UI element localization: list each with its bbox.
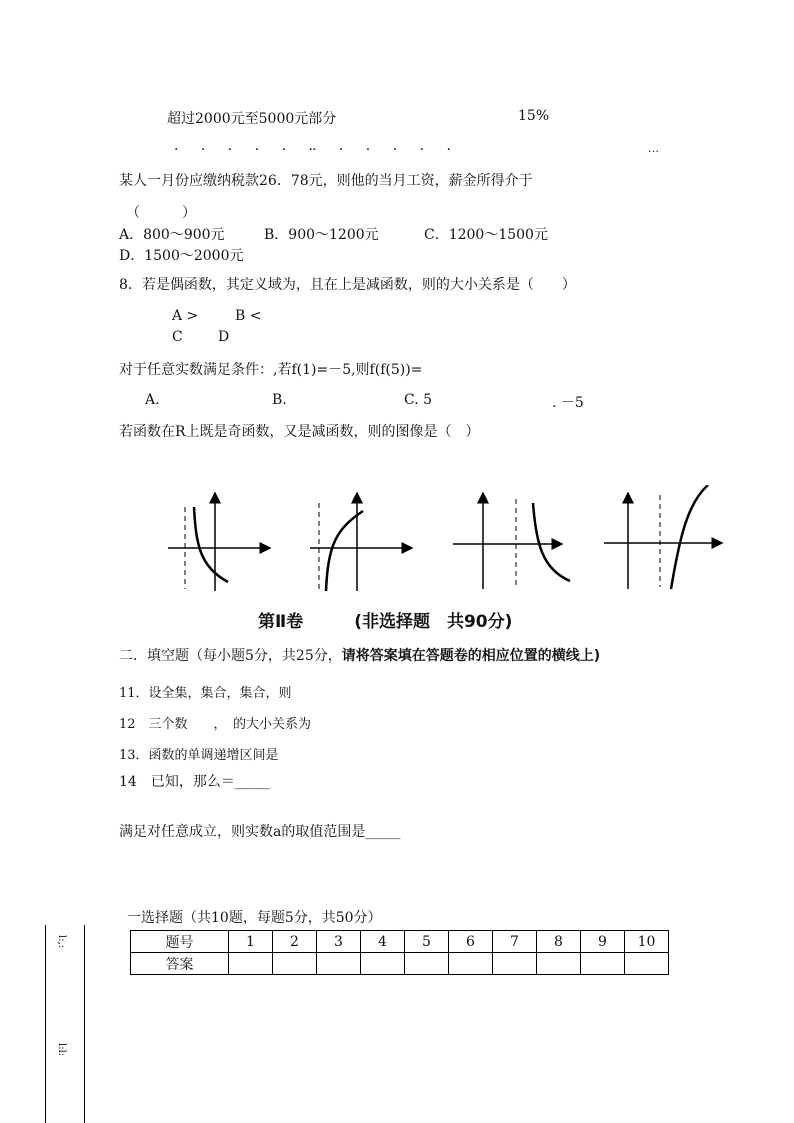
question-number: 7 xyxy=(493,931,537,953)
question-number: 5 xyxy=(405,931,449,953)
graph-b xyxy=(310,493,412,591)
graph-a xyxy=(168,493,270,591)
q7-answer-paren: （ ） xyxy=(126,205,196,221)
binding-mark-top: l:,: xyxy=(56,935,67,949)
ellipsis-left: · · · · · · xyxy=(174,142,322,158)
q12: 12 三个数 ， 的大小关系为 xyxy=(119,717,312,732)
answer-cell[interactable] xyxy=(537,953,581,975)
question-number-label: 题号 xyxy=(131,931,229,953)
answer-cell[interactable] xyxy=(493,953,537,975)
part2-section-title xyxy=(119,645,600,665)
q7-stem: 某人一月份应缴纳税款26．78元，则他的当月工资，薪金所得介于 xyxy=(119,173,533,189)
answer-cell[interactable] xyxy=(273,953,317,975)
answer-cell[interactable] xyxy=(229,953,273,975)
q7-option-b: B．900～1200元 xyxy=(264,227,379,243)
q9-option-c: C. 5 xyxy=(404,392,433,408)
answer-cell[interactable] xyxy=(317,953,361,975)
graph-d xyxy=(604,485,722,589)
answer-label: 答案 xyxy=(131,953,229,975)
q7-option-a: A．800～900元 xyxy=(119,227,225,243)
q9-stem: 对于任意实数满足条件：,若f(1)=－5,则f(f(5))= xyxy=(119,362,423,378)
q9-option-d: . －5 xyxy=(552,395,584,411)
answer-cell[interactable] xyxy=(361,953,405,975)
q8-option-d: D xyxy=(218,329,230,345)
tax-bracket-label: 超过2000元至5000元部分 xyxy=(167,111,337,127)
q9-option-b: B. xyxy=(272,392,287,408)
binding-mark-bottom: l:l: xyxy=(56,1043,67,1057)
answer-cell[interactable] xyxy=(625,953,669,975)
q7-option-c: C．1200～1500元 xyxy=(424,227,548,243)
q11: 11．设全集，集合，集合，则 xyxy=(119,686,292,701)
q9-option-a: A. xyxy=(145,392,160,408)
answer-cell[interactable] xyxy=(449,953,493,975)
q7-option-d: D．1500～2000元 xyxy=(119,248,244,264)
question-number: 1 xyxy=(229,931,273,953)
table-row xyxy=(131,953,669,975)
q13: 13．函数的单调递增区间是 xyxy=(119,748,279,763)
part2-section-instruction: 请将答案填在答题卷的相应位置的横线上) xyxy=(341,648,601,664)
answer-cell[interactable] xyxy=(405,953,449,975)
answer-table xyxy=(130,930,669,975)
q8-option-b: B < xyxy=(235,308,262,324)
question-number: 8 xyxy=(537,931,581,953)
question-number: 10 xyxy=(625,931,669,953)
part2-section-prefix: 二．填空题（每小题5分，共25分， xyxy=(119,648,342,664)
ellipsis-right: … xyxy=(648,142,659,155)
binding-strip xyxy=(45,925,85,1123)
question-number: 3 xyxy=(317,931,361,953)
question-number: 9 xyxy=(581,931,625,953)
table-row xyxy=(131,931,669,953)
q10-graph-options xyxy=(160,485,740,595)
q8-stem: 8．若是偶函数，其定义域为，且在上是减函数，则的大小关系是（ ） xyxy=(119,277,576,293)
q8-option-c: C xyxy=(172,329,183,345)
q14: 14 已知，那么＝_____ xyxy=(119,774,270,790)
q10-stem: 若函数在R上既是奇函数，又是减函数，则的图像是（ ） xyxy=(119,424,480,440)
tax-bracket-rate: 15% xyxy=(518,108,550,124)
answer-sheet-title: 一选择题（共10题，每题5分，共50分） xyxy=(127,910,382,926)
q15: 满足对任意成立，则实数a的取值范围是_____ xyxy=(119,824,401,840)
part2-heading: 第Ⅱ卷 (非选择题 共90分) xyxy=(258,612,513,632)
question-number: 2 xyxy=(273,931,317,953)
question-number: 4 xyxy=(361,931,405,953)
graph-c xyxy=(453,493,570,589)
answer-cell[interactable] xyxy=(581,953,625,975)
question-number: 6 xyxy=(449,931,493,953)
q8-option-a: A > xyxy=(172,308,199,324)
ellipsis-middle: · · · · · · xyxy=(312,142,460,158)
